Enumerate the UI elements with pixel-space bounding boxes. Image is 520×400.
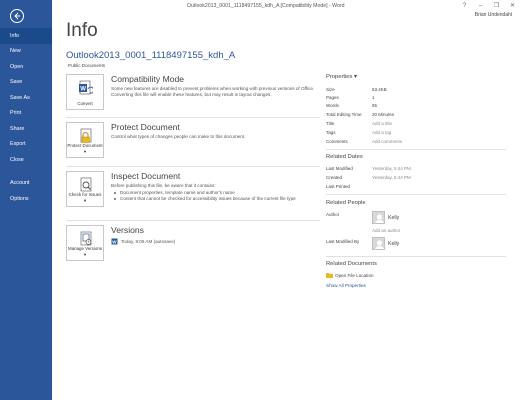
versions-icon	[79, 231, 93, 247]
section-divider	[66, 117, 320, 118]
comments-field[interactable]: Add comments	[372, 139, 403, 144]
title-field[interactable]: Add a title	[372, 121, 393, 126]
protect-desc: Control what types of changes people can make to this document.	[111, 134, 246, 139]
property-value: 63.4KB	[372, 87, 387, 92]
inspect-bullet: Content that cannot be checked for accessibility issues because of the current file type	[111, 196, 316, 202]
avatar	[372, 211, 385, 224]
author-label: Author	[326, 212, 340, 217]
avatar	[372, 237, 385, 250]
nav-export[interactable]: Export	[10, 141, 26, 147]
protect-document-label: Protect Document ▾	[67, 143, 103, 154]
svg-text:W: W	[80, 86, 86, 93]
convert-icon	[79, 80, 93, 96]
section-divider	[66, 220, 320, 221]
check-for-issues-label: Check for Issues ▾	[68, 192, 102, 203]
versions-section	[66, 225, 320, 265]
backstage-sidebar	[0, 0, 52, 400]
inspect-desc: Before publishing this file, be aware that it contains:	[111, 183, 216, 188]
inspect-section	[66, 171, 320, 215]
property-label: Words	[326, 103, 339, 108]
show-all-properties-link[interactable]: Show All Properties	[326, 283, 366, 288]
document-name: Outlook2013_0001_1118497155_kdh_A	[66, 50, 236, 61]
related-documents-heading: Related Documents	[326, 261, 377, 267]
property-label: Comments	[326, 139, 348, 144]
title-bar	[52, 0, 520, 16]
properties-heading[interactable]: Properties ▾	[326, 74, 357, 80]
close-icon[interactable]: ✕	[509, 3, 516, 9]
date-value: Yesterday, 5:44 PM	[372, 175, 411, 180]
inspect-icon	[79, 177, 93, 193]
document-path: Public Documents	[68, 63, 106, 68]
author-person[interactable]	[372, 211, 399, 224]
nav-print[interactable]: Print	[10, 110, 22, 116]
window-title: Outlook2013_0001_1118497155_kdh_A [Compatibility Mode] - Word	[187, 3, 345, 9]
compatibility-section	[66, 74, 320, 114]
manage-versions-button[interactable]	[66, 225, 104, 261]
property-value: 20 Minutes	[372, 112, 395, 117]
convert-button[interactable]	[66, 74, 104, 110]
versions-title: Versions	[111, 225, 144, 235]
property-label: Pages	[326, 95, 339, 100]
date-label: Last Printed	[326, 184, 351, 189]
property-label: Tags	[326, 130, 336, 135]
property-label: Size	[326, 87, 335, 92]
properties-divider	[326, 256, 506, 257]
page-title: Info	[66, 20, 98, 41]
related-people-heading: Related People	[326, 200, 366, 206]
tags-field[interactable]: Add a tag	[372, 130, 392, 135]
inspect-bullet: Document properties, template name and author's name	[111, 190, 316, 196]
date-label: Created	[326, 175, 343, 180]
back-arrow-icon[interactable]	[10, 9, 24, 23]
version-entry[interactable]	[111, 238, 316, 245]
manage-versions-label: Manage Versions ▾	[68, 246, 102, 257]
open-file-location-label: Open File Location	[335, 272, 374, 278]
nav-share[interactable]: Share	[10, 125, 25, 132]
folder-icon	[326, 272, 333, 278]
date-label: Last Modified	[326, 166, 353, 171]
property-value: 1	[372, 95, 375, 100]
user-account[interactable]: Brian Undendahl	[474, 12, 512, 18]
convert-label: Convert	[77, 100, 93, 106]
person-icon	[373, 212, 385, 224]
nav-close[interactable]: Close	[10, 156, 24, 163]
protect-document-button[interactable]	[66, 122, 104, 158]
related-dates-heading: Related Dates	[326, 154, 363, 160]
date-value: Yesterday, 5:44 PM	[372, 166, 411, 171]
add-author-field[interactable]: Add an author	[372, 228, 401, 233]
properties-divider	[326, 194, 506, 195]
inspect-title: Inspect Document	[111, 171, 181, 181]
help-icon[interactable]: ?	[462, 3, 467, 9]
property-label: Total Editing Time	[326, 112, 362, 117]
property-value: 85	[372, 103, 378, 108]
nav-account[interactable]: Account	[10, 180, 30, 186]
open-file-location-link[interactable]	[326, 272, 374, 278]
backstage-nav	[0, 28, 52, 207]
nav-save[interactable]: Save	[10, 79, 23, 85]
window-controls	[461, 2, 516, 10]
modified-by-label: Last Modified By	[326, 239, 360, 244]
compatibility-desc: Some new features are disabled to prevent problems when working with previous versions of Office. Converting this file will enable these features, but may result in layout changes.	[111, 86, 315, 97]
protect-title: Protect Document	[111, 122, 180, 132]
nav-open[interactable]: Open	[10, 63, 24, 70]
author-name: Kelly	[388, 214, 400, 221]
check-for-issues-button[interactable]	[66, 171, 104, 207]
version-entry-label: Today, 8:06 AM (autosave)	[121, 239, 176, 244]
nav-options[interactable]: Options	[10, 195, 29, 202]
property-label: Title	[326, 121, 335, 126]
minimize-icon[interactable]: –	[478, 3, 483, 9]
compatibility-title: Compatibility Mode	[111, 74, 185, 84]
modified-by-person[interactable]	[372, 237, 399, 250]
modified-by-name: Kelly	[388, 240, 400, 247]
person-icon	[373, 238, 385, 250]
lock-icon	[79, 128, 93, 144]
nav-info[interactable]: Info	[0, 28, 52, 44]
nav-new[interactable]: New	[10, 48, 21, 54]
svg-text:W: W	[112, 239, 117, 245]
protect-section	[66, 122, 320, 162]
restore-icon[interactable]: ❐	[493, 3, 500, 9]
section-divider	[66, 166, 320, 167]
properties-divider	[326, 149, 506, 150]
nav-save-as[interactable]: Save As	[10, 94, 30, 101]
word-doc-icon	[111, 238, 118, 245]
